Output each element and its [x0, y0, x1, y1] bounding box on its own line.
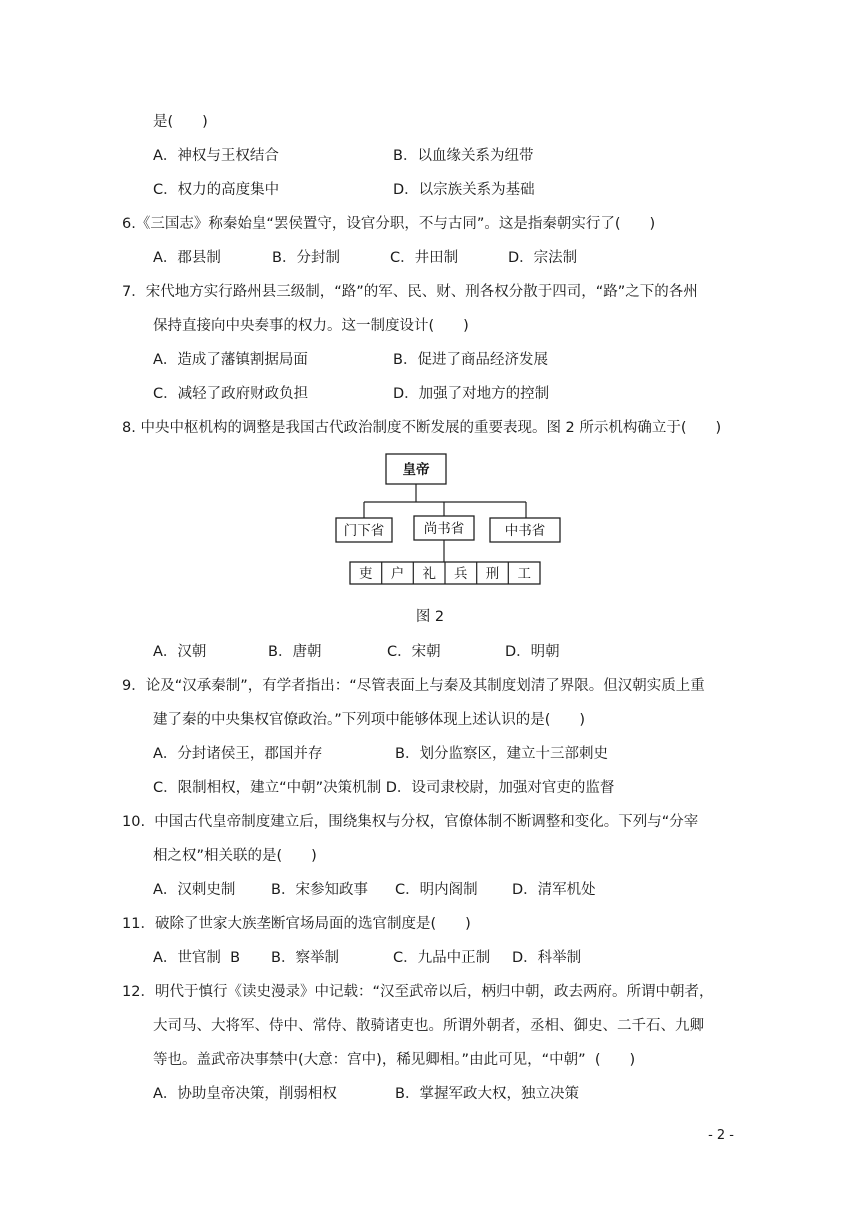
question-9-stem-line1: 9．论及“汉承秦制”，有学者指出：“尽管表面上与秦及其制度划清了界限。但汉朝实质上重	[122, 678, 705, 694]
q7-option-b: B．促进了商品经济发展	[393, 352, 548, 368]
ministry-hu: 户	[390, 566, 405, 582]
question-6-stem: 6.《三国志》称秦始皇“罢侯置守，设官分职，不与古同”。这是指秦朝实行了( )	[122, 216, 656, 232]
q10-option-b: B．宋参知政事	[271, 882, 368, 898]
question-12-stem-line2: 大司马、大将军、侍中、常侍、散骑诸吏也。所谓外朝者，丞相、御史、二千石、九卿	[153, 1018, 704, 1034]
question-7-stem-line1: 7．宋代地方实行路州县三级制，“路”的军、民、财、刑各权分散于四司，“路”之下的各州	[122, 284, 698, 300]
q6-option-a: A．郡县制	[153, 250, 221, 266]
q9-option-b: B．划分监察区，建立十三部刺史	[395, 746, 608, 762]
question-8-stem: 8. 中央中枢机构的调整是我国古代政治制度不断发展的重要表现。图 2 所示机构确立于( )	[122, 420, 722, 436]
q12-option-a: A．协助皇帝决策，削弱相权	[153, 1086, 337, 1102]
question-10-stem-line2: 相之权”相关联的是( )	[153, 848, 317, 864]
q7-option-d: D．加强了对地方的控制	[393, 386, 550, 402]
q11-option-d: D．科举制	[512, 950, 582, 966]
question-9-stem-line2: 建了秦的中央集权官僚政治。”下列项中能够体现上述认识的是( )	[153, 712, 586, 728]
ministry-li-personnel: 吏	[359, 566, 373, 582]
question-12-stem-line1: 12．明代于慎行《读史漫录》中记载：“汉至武帝以后，柄归中朝，政去两府。所谓中朝者，	[122, 984, 714, 1000]
menxia-label: 门下省	[343, 523, 385, 539]
q7-option-a: A．造成了藩镇割据局面	[153, 352, 308, 368]
q5-option-c: C．权力的高度集中	[153, 182, 280, 198]
q8-option-b: B．唐朝	[268, 644, 322, 660]
ministry-bing: 兵	[454, 566, 468, 582]
q7-option-c: C．减轻了政府财政负担	[153, 386, 309, 402]
q6-option-d: D．宗法制	[508, 250, 578, 266]
q8-option-c: C．宋朝	[387, 644, 441, 660]
q11-option-a: A．世官制 B	[153, 950, 241, 966]
q8-option-a: A．汉朝	[153, 644, 207, 660]
ministry-xing: 刑	[485, 566, 500, 582]
q12-option-b: B．掌握军政大权，独立决策	[395, 1086, 579, 1102]
emperor-label: 皇帝	[402, 462, 430, 478]
q5-option-b: B．以血缘关系为纽带	[393, 148, 534, 164]
page-number: - 2 -	[708, 1128, 734, 1143]
ministry-li-rites: 礼	[422, 566, 436, 582]
zhongshu-label: 中书省	[504, 523, 546, 539]
question-7-stem-line2: 保持直接向中央奏事的权力。这一制度设计( )	[153, 318, 469, 334]
q10-option-a: A．汉刺史制	[153, 882, 236, 898]
question-11-stem: 11．破除了世家大族垄断官场局面的选官制度是( )	[122, 916, 471, 932]
ministry-gong: 工	[517, 566, 531, 582]
question-10-stem-line1: 10. 中国古代皇帝制度建立后，围绕集权与分权，官僚体制不断调整和变化。下列与“分宰	[122, 814, 699, 830]
q9-option-a: A．分封诸侯王，郡国并存	[153, 746, 323, 762]
figure-caption: 图 2	[415, 609, 445, 625]
q5-option-d: D．以宗族关系为基础	[393, 182, 535, 198]
shangshu-label: 尚书省	[423, 521, 465, 537]
q6-option-c: C．井田制	[390, 250, 459, 266]
q5-option-a: A．神权与王权结合	[153, 148, 279, 164]
q10-option-d: D．清军机处	[512, 882, 596, 898]
question-5-stem-end: 是( )	[153, 114, 208, 130]
q8-option-d: D．明朝	[505, 644, 560, 660]
government-structure-diagram	[330, 450, 570, 590]
q11-option-c: C．九品中正制	[393, 950, 491, 966]
q6-option-b: B．分封制	[272, 250, 340, 266]
question-12-stem-line3: 等也。盖武帝决事禁中(大意：宫中)，稀见卿相。”由此可见，“中朝” ( )	[153, 1052, 636, 1068]
q9-option-c-d: C．限制相权，建立“中朝”决策机制 D．设司隶校尉，加强对官吏的监督	[153, 780, 615, 796]
q10-option-c: C．明内阁制	[395, 882, 478, 898]
q11-option-b: B．察举制	[271, 950, 339, 966]
